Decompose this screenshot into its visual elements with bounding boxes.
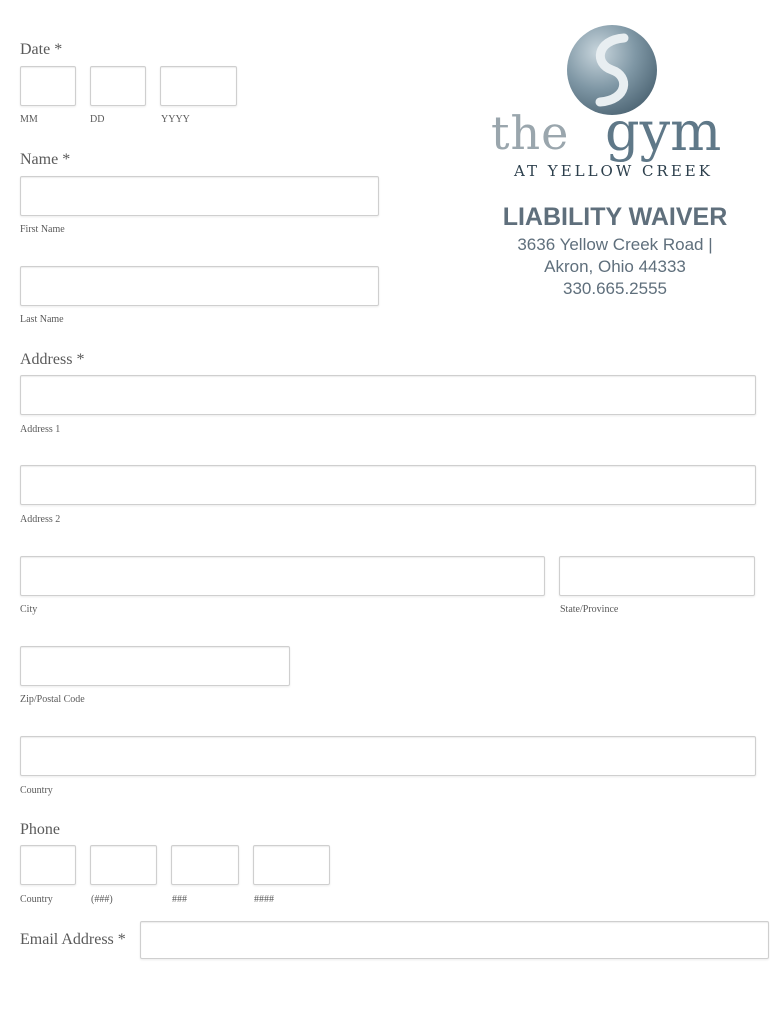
address2-field[interactable]	[20, 465, 756, 505]
city-field[interactable]	[20, 556, 545, 596]
address2-sublabel: Address 2	[20, 514, 61, 525]
name-label: Name *	[20, 151, 71, 168]
waiver-address-line1: 3636 Yellow Creek Road |	[517, 235, 713, 254]
first-name-field[interactable]	[20, 176, 379, 216]
phone-line-field[interactable]	[253, 845, 330, 885]
date-year-sublabel: YYYY	[161, 114, 190, 125]
waiver-title: LIABILITY WAIVER	[502, 203, 728, 231]
country-sublabel: Country	[20, 785, 53, 796]
date-label: Date *	[20, 41, 63, 58]
phone-country-sublabel: Country	[20, 894, 53, 905]
phone-label: Phone	[20, 821, 60, 838]
address1-sublabel: Address 1	[20, 424, 61, 435]
date-day-field[interactable]	[90, 66, 146, 106]
waiver-phone: 330.665.2555	[563, 279, 667, 298]
logo-word-the: the	[491, 106, 570, 160]
email-label: Email Address *	[20, 931, 126, 948]
address-label: Address *	[20, 351, 85, 368]
phone-line-sublabel: ####	[254, 894, 274, 905]
country-field[interactable]	[20, 736, 756, 776]
email-field[interactable]	[140, 921, 769, 959]
logo-word-gym: gym	[605, 100, 722, 163]
date-year-field[interactable]	[160, 66, 237, 106]
state-sublabel: State/Province	[560, 604, 619, 615]
state-field[interactable]	[559, 556, 755, 596]
logo-tagline: AT YELLOW CREEK	[514, 162, 713, 180]
address1-field[interactable]	[20, 375, 756, 415]
phone-area-sublabel: (###)	[91, 894, 113, 905]
phone-area-field[interactable]	[90, 845, 157, 885]
date-month-sublabel: MM	[20, 114, 38, 125]
phone-country-field[interactable]	[20, 845, 76, 885]
zip-field[interactable]	[20, 646, 290, 686]
zip-sublabel: Zip/Postal Code	[20, 694, 85, 705]
last-name-field[interactable]	[20, 266, 379, 306]
phone-prefix-field[interactable]	[171, 845, 239, 885]
date-month-field[interactable]	[20, 66, 76, 106]
phone-prefix-sublabel: ###	[172, 894, 187, 905]
city-sublabel: City	[20, 604, 38, 615]
date-day-sublabel: DD	[90, 114, 105, 125]
first-name-sublabel: First Name	[20, 224, 65, 235]
last-name-sublabel: Last Name	[20, 314, 64, 325]
waiver-address-line2: Akron, Ohio 44333	[544, 257, 686, 276]
